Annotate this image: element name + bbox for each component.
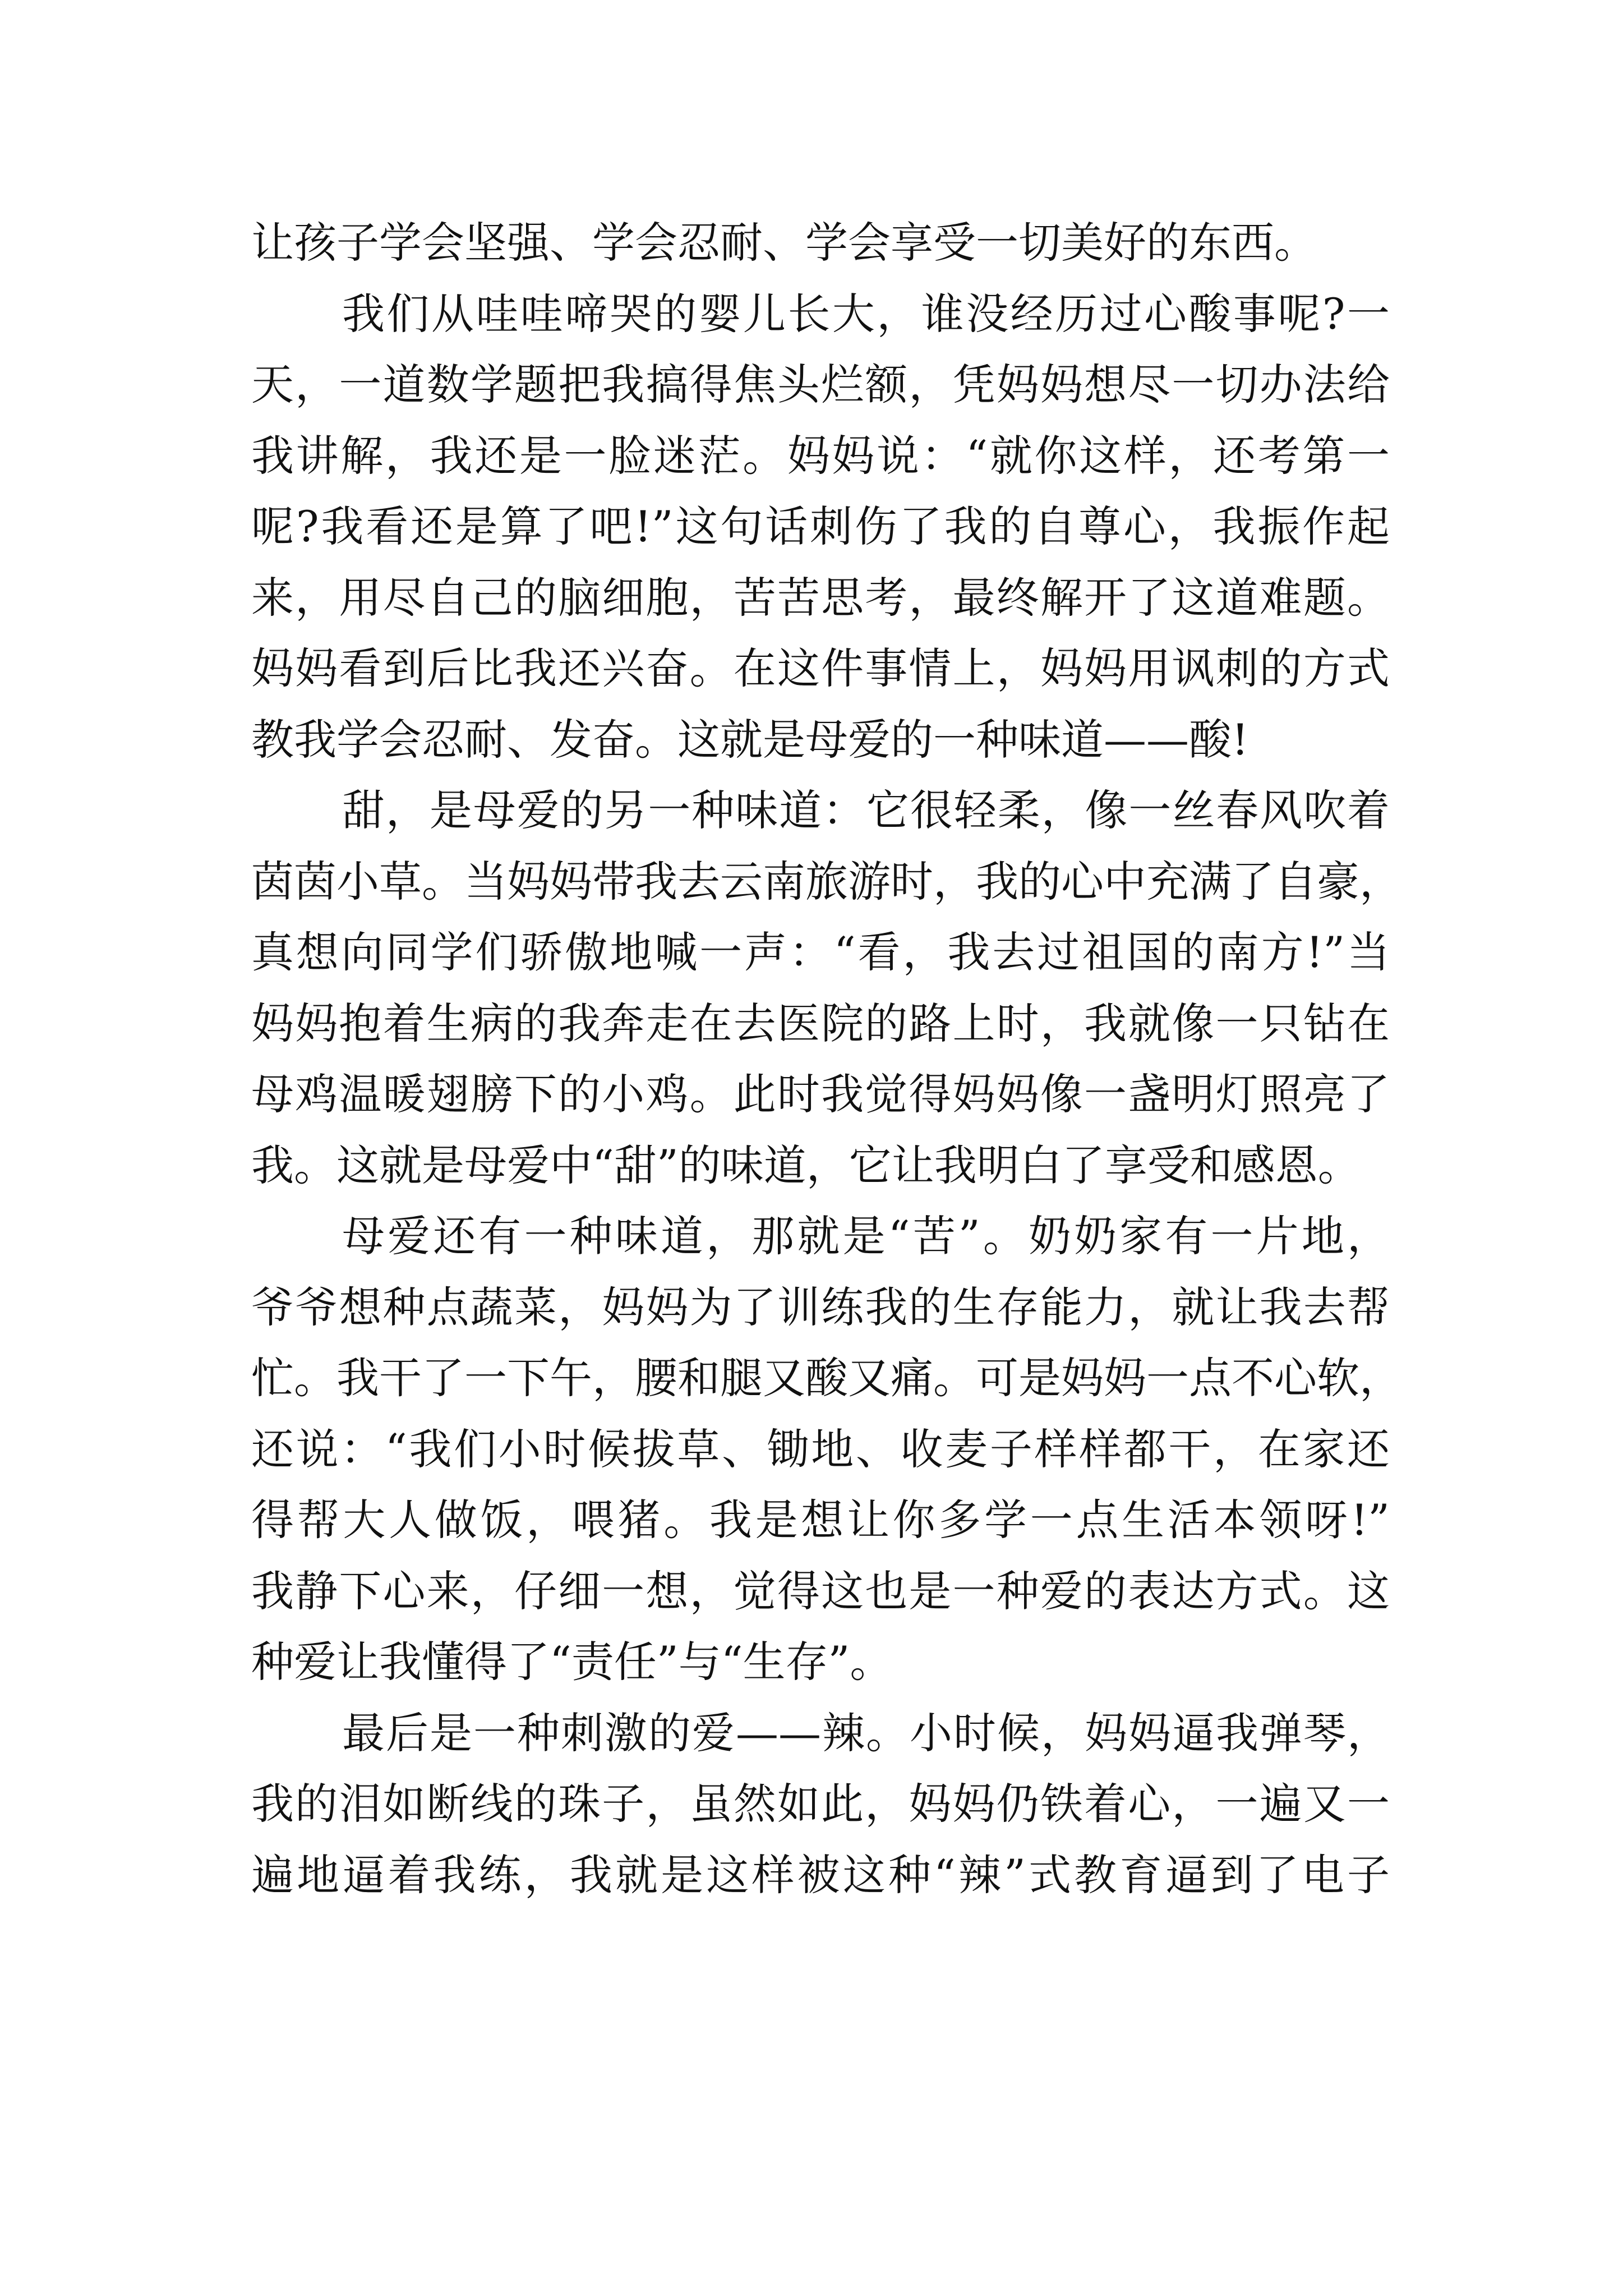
text-line: 教我学会忍耐、发奋。这就是母爱的一种味道——酸! (251, 714, 1249, 765)
text-line: 母鸡温暖翅膀下的小鸡。此时我觉得妈妈像一盏明灯照亮了 (251, 1069, 1390, 1119)
essay-body (251, 208, 1402, 1911)
paragraph-first-line: 母爱还有一种味道，那就是“苦”。奶奶家有一片地， (342, 1211, 1390, 1261)
text-line: 让孩子学会坚强、学会忍耐、学会享受一切美好的东西。 (251, 218, 1317, 268)
text-line: 天，一道数学题把我搞得焦头烂额，凭妈妈想尽一切办法给 (251, 360, 1390, 409)
text-line: 我的泪如断线的珠子，虽然如此，妈妈仍铁着心，一遍又一 (251, 1779, 1390, 1829)
text-line: 遍地逼着我练，我就是这样被这种“辣”式教育逼到了电子 (251, 1849, 1390, 1900)
text-line: 我讲解，我还是一脸迷茫。妈妈说：“就你这样，还考第一 (251, 430, 1390, 481)
text-line: 种爱让我懂得了“责任”与“生存”。 (251, 1637, 893, 1687)
paragraph-first-line: 我们从哇哇啼哭的婴儿长大，谁没经历过心酸事呢?一 (342, 288, 1390, 339)
text-line: 真想向同学们骄傲地喊一声：“看，我去过祖国的南方!”当 (251, 927, 1390, 977)
text-line: 呢?我看还是算了吧!”这句话刺伤了我的自尊心，我振作起 (251, 501, 1390, 551)
text-line: 妈妈抱着生病的我奔走在去医院的路上时，我就像一只钻在 (251, 998, 1390, 1048)
text-line: 还说：“我们小时候拔草、锄地、收麦子样样都干，在家还 (251, 1424, 1390, 1474)
text-line: 爷爷想种点蔬菜，妈妈为了训练我的生存能力，就让我去帮 (251, 1282, 1390, 1332)
text-line: 忙。我干了一下午，腰和腿又酸又痛。可是妈妈一点不心软， (251, 1353, 1402, 1403)
paragraph-first-line: 甜，是母爱的另一种味道：它很轻柔，像一丝春风吹着 (342, 785, 1390, 835)
paragraph-first-line: 最后是一种刺激的爱——辣。小时候，妈妈逼我弹琴， (342, 1708, 1390, 1758)
text-line: 茵茵小草。当妈妈带我去云南旅游时，我的心中充满了自豪， (251, 856, 1402, 907)
text-line: 得帮大人做饭，喂猪。我是想让你多学一点生活本领呀!” (251, 1495, 1390, 1545)
text-line: 来，用尽自己的脑细胞，苦苦思考，最终解开了这道难题。 (251, 572, 1390, 623)
text-line: 我静下心来，仔细一想，觉得这也是一种爱的表达方式。这 (251, 1566, 1390, 1616)
text-line: 我。这就是母爱中“甜”的味道，它让我明白了享受和感恩。 (251, 1140, 1361, 1190)
text-line: 妈妈看到后比我还兴奋。在这件事情上，妈妈用讽刺的方式 (251, 643, 1390, 693)
